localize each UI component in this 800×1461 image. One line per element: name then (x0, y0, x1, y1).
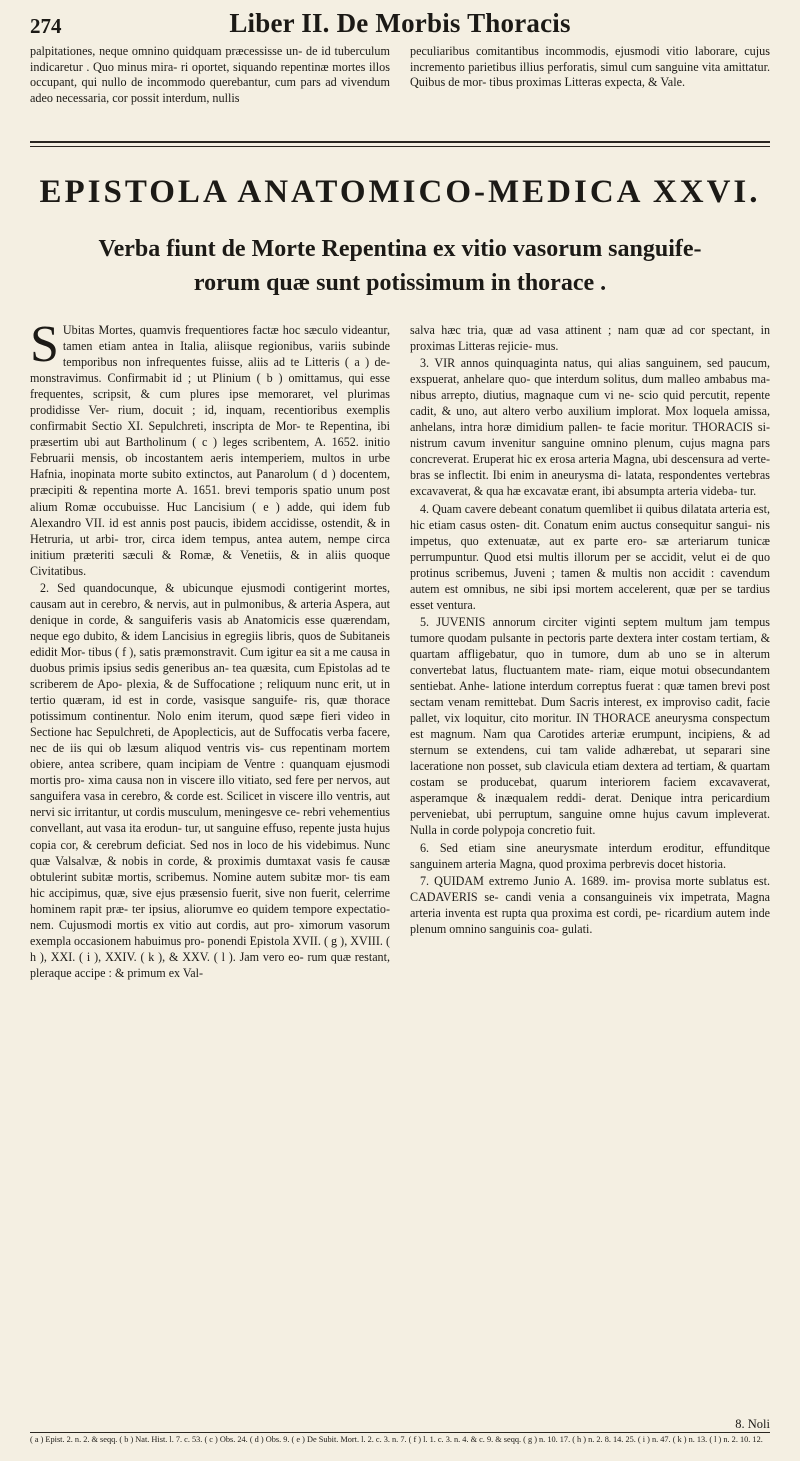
paragraph-2-cont: salva hæc tria, quæ ad vasa attinent ; nam quæ ad cor spectant, in proximas Litteras rejicie- mus. (410, 323, 770, 354)
footnotes: ( a ) Epist. 2. n. 2. & seqq. ( b ) Nat. Hist. l. 7. c. 53. ( c ) Obs. 24. ( d ) Obs. 9. ( e ) De Subit. Mort. l. 2. c. 3. n. 7. ( f ) l. 1. c. 3. n. 4. & c. 9. & seqq. ( g ) n. 10. 17. ( h ) n. 2. 8. 14. 25. ( i ) n. 47. ( k ) n. 13. ( l ) n. 2. 10. 12. (30, 1435, 763, 1444)
subtitle-line-1: Verba fiunt de Morte Repentina ex vitio vasorum sanguife- (98, 236, 702, 262)
body-right-column (410, 322, 770, 938)
catchword: 8. Noli (735, 1417, 770, 1431)
body-left-column (30, 316, 390, 982)
subtitle-line-2: rorum quæ sunt potissimum in thorace . (193, 270, 607, 296)
paragraph-7: 7. QUIDAM extremo Junio A. 1689. im- provisa morte sublatus est. CADAVERIS se- candi venia a consanguineis vix impetrata, Magna arteria inventa est rupta qua proxima est cordi, pe- ricardium autem inde plenum omnino sanguinis coa- gulati. (410, 873, 770, 936)
section-divider-thin (30, 146, 770, 147)
paragraph-4: 4. Quam cavere debeant conatum quemlibet ii quibus dilatata arteria est, hic etiam casus osten- dit. Conatum enim auctus consequitur sangui- nis impetus, quo extenuatæ, aut ex parte ero- sæ arteriarum tunicæ perrumpuntur. Quod etsi multis illorum per se accidit, velut ei de quo protinus scribemus, Juveni ; tamen & multis non accidit : cavendum autem est omnibus, ne sibi ipsi mortem accelerent, quæ per se tardius esset ventura. (410, 501, 770, 612)
epistle-title: EPISTOLA ANATOMICO-MEDICA XXVI. (39, 174, 761, 210)
page-header (30, 8, 770, 42)
drop-cap: S (30, 316, 59, 373)
paragraph-2: 2. Sed quandocunque, & ubicunque ejusmodi contigerint mortes, causam aut in cerebro, & nervis, aut in pulmonibus, & arteria Aspera, aut denique in corde, & sanguiferis vasis ab Anatomicis esse quærendam, neque ego dubito, & idem Lancisius in egregiis libris, quos de Subitaneis edidit Mor- tibus ( f ), satis præmonstravit. Cum igitur ea sit a me causa in duobus primis ipsius sedis generibus an- tea quæsita, cum Epistolas ad te scriberem de Apo- plexia, & de Suffocatione ; reliquum nunc erit, ut in tertio quæram, id est in corde, vasisque sanguife- ris, quæ thorace potissimum continentur. Nolo enim iterum, quod sæpe fieri video in Sectione hac Sepulchreti, de Apoplecticis, aut de Suffocatis verba facere, nec de iis qui ob læsum aliquod ventris vis- cus repentinam mortem obiere, antea scribere, quam incipiam de Ventre : quanquam ejusmodi mortis pro- xima causa non in viscere illo vitiato, sed fere per nervos, aut sanguifera vasa in cerebro, & corde est. Scilicet in viscere illo ventris, aut nervi sic irritantur, ut cordis musculum, meningesve ce- rebri vehementius convellant, aut vasa ita erodun- tur, ut sanguine effuso, repente justa hujus copia cor, & cerebrum deficiat. Sed nos in loco de his videbimus. Nunc quæ Valsalvæ, & nobis in corde, & proximis dumtaxat vasis fe causæ obtulerint subitæ mortis, scribemus. Nomine autem subitæ mor- tis eam hic accipimus, quæ, sive ejus præsensio fuerit, sive non fuerit, celerrime hominem rapit præ- ter ipsius, aliorumve eo quidem tempore expectatio- nem. Cujusmodi mortis ex vitio aut cordis, aut pro- ximorum vasorum exempla occasionem habuimus pro- ponendi Epistola XVII. ( g ), XVIII. ( h ), XXI. ( i ), XXIV. ( k ), & XXV. ( l ). Jam vero eo- rum quæ restant, pleraque accipe : & primum ex Val- (30, 580, 390, 980)
continuation-left-column: palpitationes, neque omnino quidquam præcessisse un- de id tuberculum indicaretur . Quo minus mira- ri oportet, siquando repentinæ mortes illos occupant, qui nullo de incommodo querebantur, cum pars ad vivendum adeo necessaria, cor possit interdum, nullis (30, 44, 390, 105)
section-divider (30, 141, 770, 143)
paragraph-5: 5. JUVENIS annorum circiter viginti septem multum jam tempus tumore quodam pulsante in pectoris parte dextera inter costam tertiam, & quartam affligebatur, quo in tumore, dum ab uno se in alterum convertebat latus, fluctuantem mate- riam, eique motui obsecundantem sentiebat. Anhe- latione interdum correptus fuerat : quæ tamen brevi post sectam venam remittebat. Dum Sacris interest, ex improviso cadit, facie pallet, vix loquitur, cito moritur. IN THORACE aneurysma conspectum est magnum. Nam qua Carotides arteriæ erumpunt, incipiens, & ad sternum se extendens, cui tam valide adhærebat, ut separari sine laceratione non posset, sub clavicula etiam dextera ad tertiam, & quartam costam se producebat, quarum interiorem faciem excavaverat, asperamque & inæqualem reddi- derat. Denique intra pericardium perveniebat, ubi perruptum, sanguine omne hujus cavum impleverat. Nulla in corde polypoja concretio fuit. (410, 614, 770, 838)
epistle-subtitle (30, 232, 770, 300)
page-number: 274 (30, 14, 62, 38)
continuation-right-column: peculiaribus comitantibus incommodis, ejusmodi vitio laborare, cujus incremento parietibus illius perforatis, simul cum sanguine vita amittatur. Quibus de mor- tibus proximas Litteras expecta, & Vale. (410, 44, 770, 90)
paragraph-1: S Ubitas Mortes, quamvis frequentiores factæ hoc sæculo videantur, tamen etiam antea in Italia, aliisque regionibus, variis subinde temporibus non infrequentes fuisse, aliis ad te Litteris ( a ) de- monstravimus. Confirmabit id ; ut Plinium ( b ) omittamus, qui esse frequentes, scripsit, & cum plures ipse memoraret, vel plurimas prodidisse Ver- rium, docuit ; id, inquam, recentioribus exemplis confirmabit Sectio XI. Sepulchreti, inscripta de Mor- te Repentina, ibi præsertim ubi aut Bartholinum ( c ) leges scribentem, A. 1652. initio Februarii mensis, ob incostantem aeris intemperiem, multos in urbe Hafnia, inopinata morte subito extinctos, aut Panarolum ( d ) docentem, præcipiti & repentina morte A. 1651. brevi temporis spatio unum post alium Romæ occubuisse. Huc Lancisium ( e ) adde, qui idem fub Alexandro VII. id est annis post paucis, ibidem accidisse, ostendit, & in Hetruria, ut arbi- tror, circa idem tempus, antea autem, nempe circa initium præteriti sæculi & Romæ, & Venetiis, & in aliis quoque Civitatibus. (30, 316, 390, 578)
footnote-divider (30, 1432, 770, 1433)
continuation-text (30, 44, 770, 134)
paragraph-6: 6. Sed etiam sine aneurysmate interdum eroditur, effunditque sanguinem arteria Magna, quod proxima perbrevis docet historia. (410, 840, 770, 871)
running-head: Liber II. De Morbis Thoracis (229, 8, 571, 38)
paragraph-3: 3. VIR annos quinquaginta natus, qui alias sanguinem, sed paucum, exspuerat, anhelare quo- que interdum solitus, dum malleo ambabus ma- nibus arrepto, diutius, magnaque cum vi ne- scio quid percutit, repente cadit, & uno, aut altero verbo auxilium implorat. Mox loquela amissa, anhelans, intra horæ dimidium pallen- te facie moritur. THORACIS si- nistrum cavum invenitur sanguine omnino plenum, cujus magna pars concreverat. Eruperat hic ex erosa arteria Magna, ubi descensura ad verte- bras se inflectit. Ibi enim in aneurysma di- latata, respondentes vertebras excavaverat, & qua hæ excavatæ erant, ibi absumpta arteria videba- tur. (410, 356, 770, 499)
epistle-body (30, 316, 770, 1422)
